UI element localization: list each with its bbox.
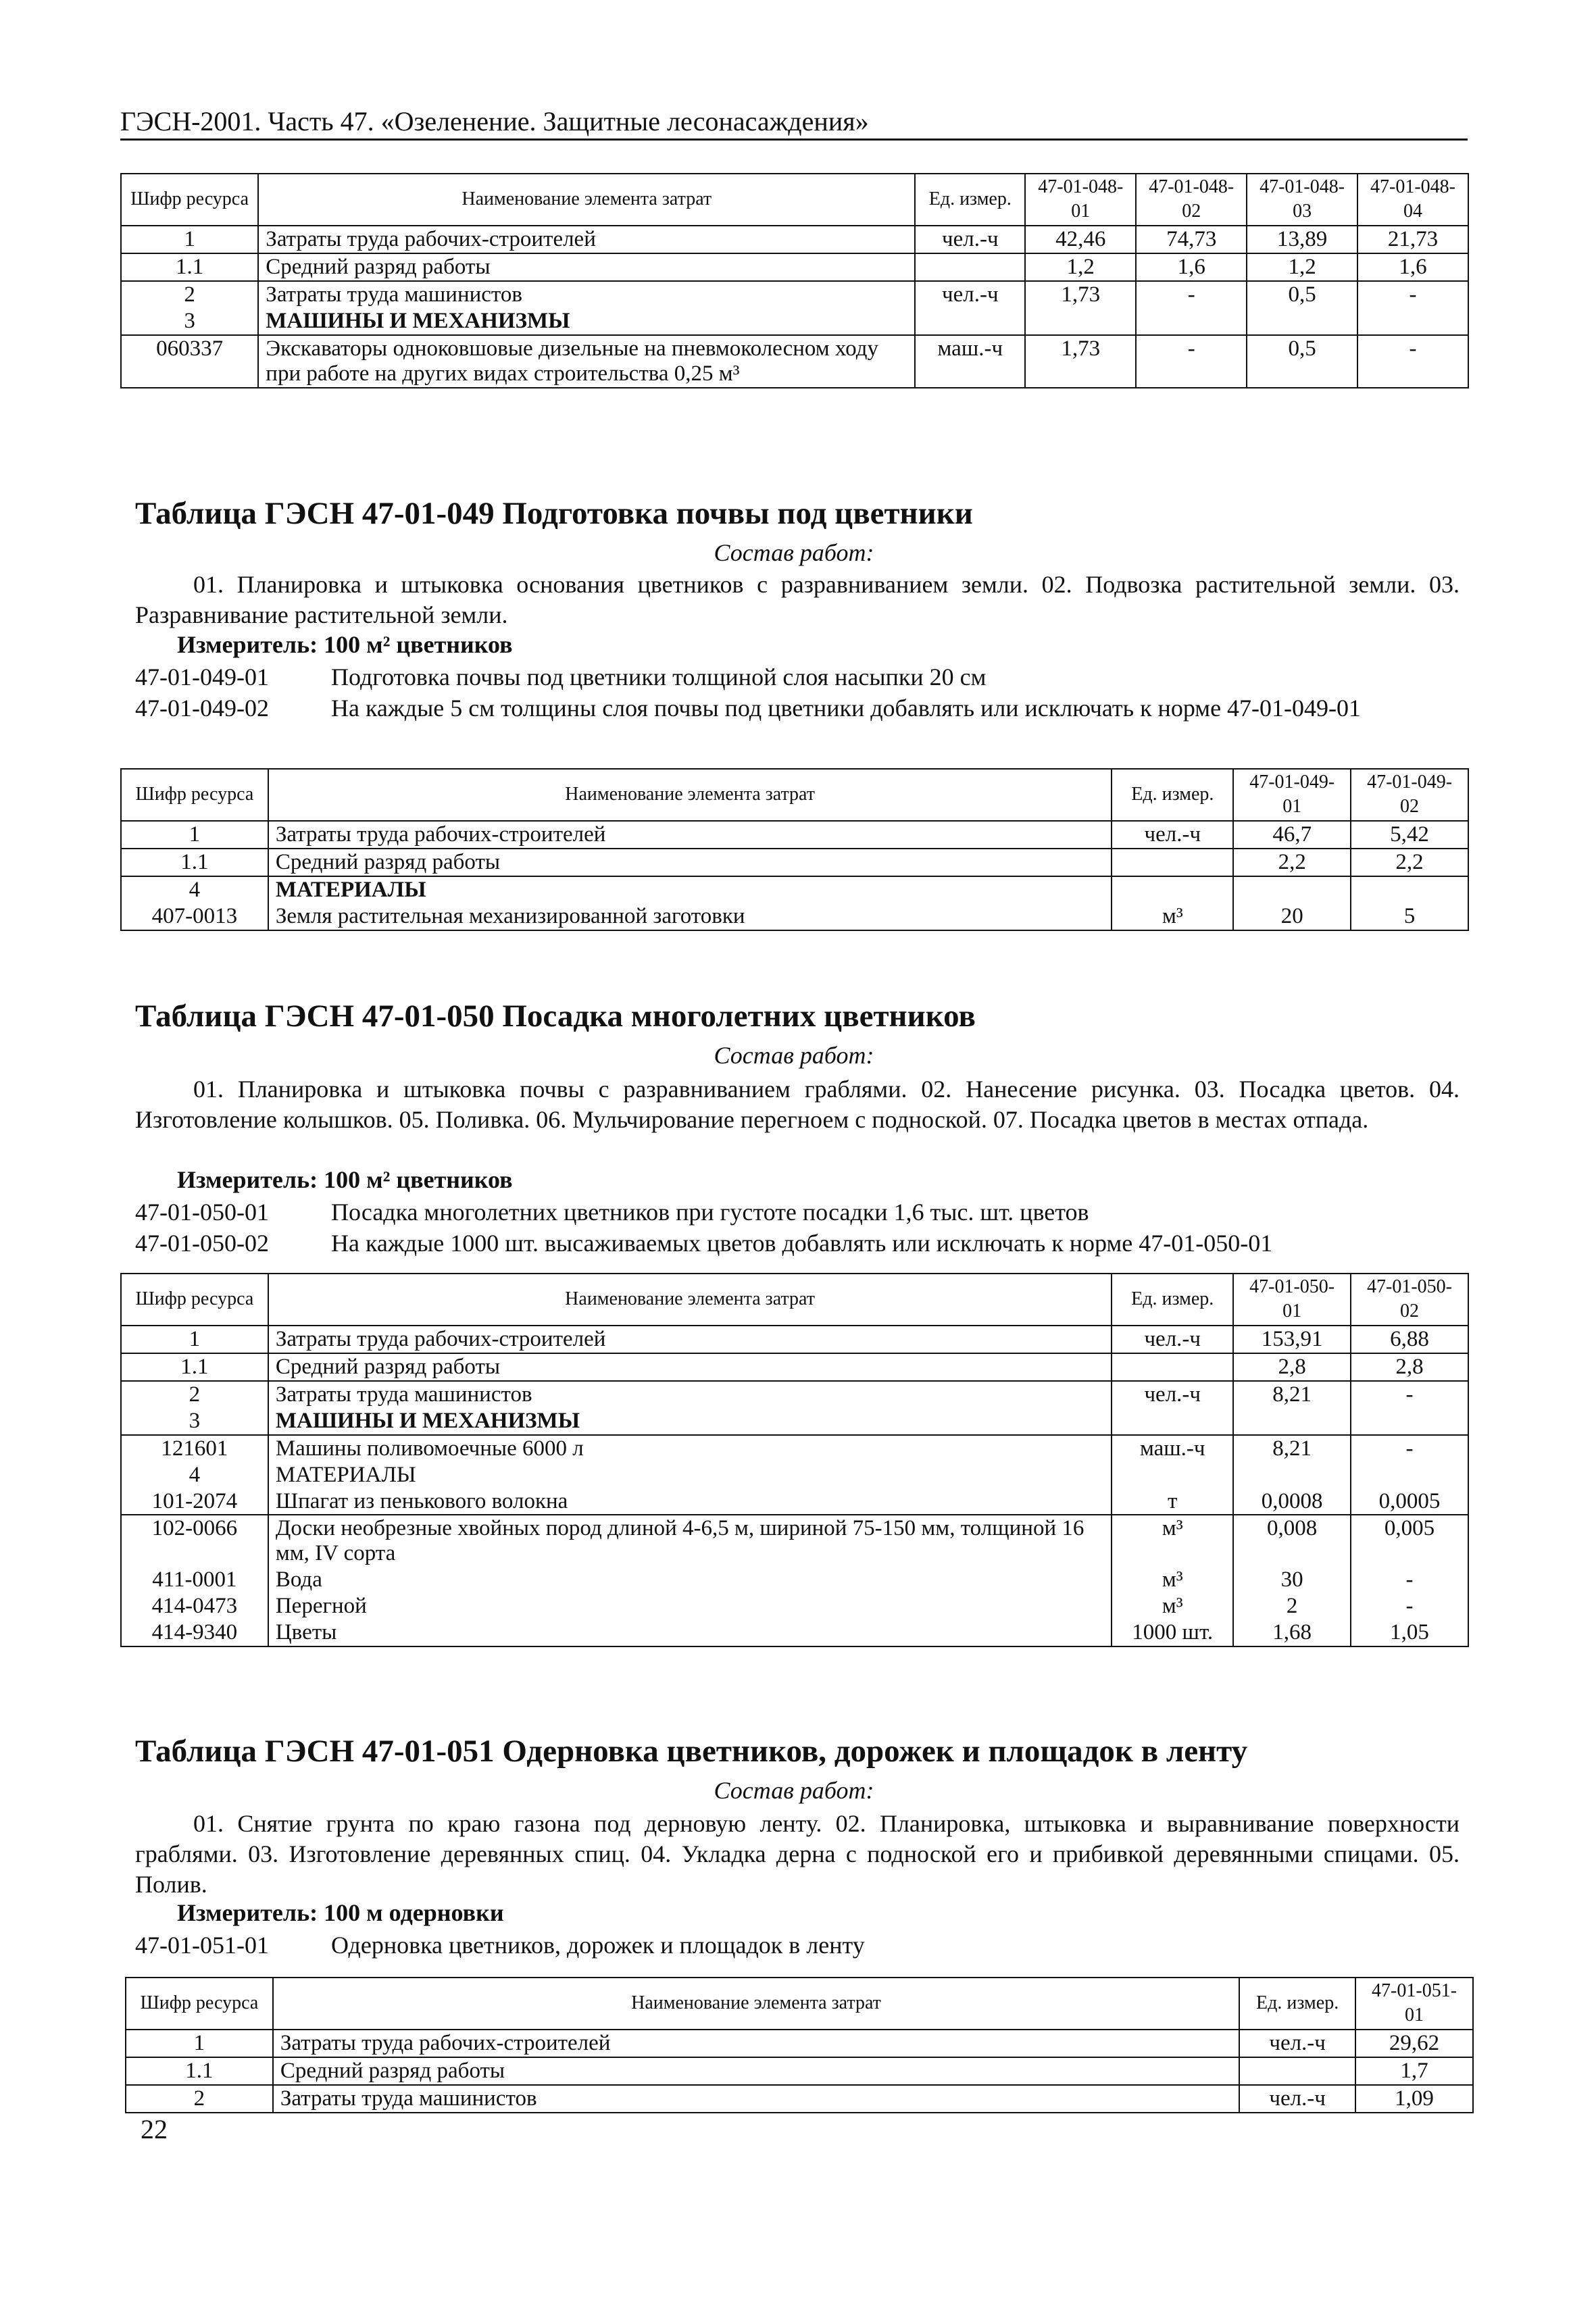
unit-of-measure: маш.-ч [1112, 1435, 1233, 1462]
column-header-unit: Ед. измер. [1112, 1274, 1233, 1326]
measure-unit: Измеритель: 100 м² цветников [177, 631, 513, 658]
resource-code: 4 [121, 876, 268, 903]
norm-value [1351, 1462, 1468, 1488]
cost-element-name: Средний разряд работы [258, 253, 915, 281]
page-number: 22 [141, 2114, 168, 2144]
norm-code: 47-01-050-01 [135, 1199, 269, 1226]
column-header-norm: 47-01-048-03 [1247, 174, 1357, 226]
cost-table-049 [120, 768, 1469, 931]
column-header-unit: Ед. измер. [1112, 769, 1233, 821]
norm-value: 1,73 [1025, 335, 1136, 388]
column-header-norm: 47-01-050-01 [1233, 1274, 1351, 1326]
column-header-name: Наименование элемента затрат [273, 1978, 1239, 2030]
table-row [121, 281, 1468, 308]
norm-text: Подготовка почвы под цветники толщиной слоя насыпки 20 см [331, 663, 987, 690]
unit-of-measure: м³ [1112, 1515, 1233, 1567]
cost-element-name: Перегной [268, 1593, 1112, 1619]
norm-value [1351, 1408, 1468, 1435]
norm-value: 8,21 [1233, 1381, 1351, 1408]
running-header: ГЭСН-2001. Часть 47. «Озеленение. Защитные лесонасаждения» [120, 105, 1468, 141]
norm-value: - [1351, 1593, 1468, 1619]
resource-code: 1.1 [121, 253, 258, 281]
table-row [121, 308, 1468, 335]
norm-value: 13,89 [1247, 226, 1357, 253]
table-row [121, 1462, 1468, 1488]
table-row [121, 876, 1468, 903]
work-composition-text: 01. Снятие грунта по краю газона под дерновую ленту. 02. Планировка, штыковка и выравнивание поверхности граблями. 03. Изготовление деревянных спиц. 04. Укладка дерна с подноской его и прибивкой деревянными спицами. 05. Полив. [135, 1810, 1460, 1898]
resource-code: 2 [126, 2085, 273, 2113]
cost-element-name: Доски необрезные хвойных пород длиной 4-6,5 м, шириной 75-150 мм, толщиной 16 мм, IV сорта [268, 1515, 1112, 1567]
table-row [121, 1381, 1468, 1408]
table-row [121, 903, 1468, 930]
unit-of-measure: 1000 шт. [1112, 1619, 1233, 1646]
cost-element-name: Средний разряд работы [268, 849, 1112, 876]
cost-element-name: Затраты труда рабочих-строителей [268, 821, 1112, 849]
column-header-norm: 47-01-051-01 [1355, 1978, 1473, 2030]
norm-code: 47-01-049-02 [135, 695, 269, 722]
cost-element-name: Затраты труда рабочих-строителей [258, 226, 915, 253]
work-composition-text: 01. Планировка и штыковка почвы с разравниванием граблями. 02. Нанесение рисунка. 03. Посадка цветов. 04. Изготовление колышков. 05. Поливка. 06. Мульчирование перегноем с подноской. 07. Посадка цветов в местах отпада. [135, 1076, 1460, 1133]
norm-value: 1,73 [1025, 281, 1136, 308]
cost-table-048 [120, 173, 1469, 388]
cost-element-name: Затраты труда рабочих-строителей [268, 1326, 1112, 1353]
norm-value: 0,5 [1247, 281, 1357, 308]
norm-code: 47-01-051-01 [135, 1932, 269, 1959]
norm-text: Одерновка цветников, дорожек и площадок в ленту [331, 1932, 865, 1959]
norm-value: - [1357, 281, 1468, 308]
work-composition-label: Состав работ: [714, 539, 874, 566]
table-row [121, 1353, 1468, 1381]
unit-of-measure [1112, 849, 1233, 876]
norm-value: 153,91 [1233, 1326, 1351, 1353]
resource-code: 4 [121, 1462, 268, 1488]
resource-code: 1.1 [121, 1353, 268, 1381]
cost-element-name: МАТЕРИАЛЫ [268, 1462, 1112, 1488]
norm-value: 74,73 [1136, 226, 1247, 253]
cost-element-name: Экскаваторы одноковшовые дизельные на пневмоколесном ходу при работе на других видах строительства 0,25 м³ [258, 335, 915, 388]
resource-code: 411-0001 [121, 1567, 268, 1593]
table-row [121, 226, 1468, 253]
cost-element-name: МАШИНЫ И МЕХАНИЗМЫ [268, 1408, 1112, 1435]
resource-code: 1.1 [126, 2057, 273, 2085]
table-row [121, 335, 1468, 388]
norm-value: - [1351, 1435, 1468, 1462]
norm-value: 1,05 [1351, 1619, 1468, 1646]
column-header-code: Шифр ресурса [126, 1978, 273, 2030]
unit-of-measure [915, 253, 1025, 281]
unit-of-measure: м³ [1112, 903, 1233, 930]
norm-value [1233, 1462, 1351, 1488]
table-row [121, 1488, 1468, 1515]
norm-value: 0,005 [1351, 1515, 1468, 1567]
cost-element-name: МАТЕРИАЛЫ [268, 876, 1112, 903]
norm-value: - [1136, 335, 1247, 388]
norm-value [1351, 876, 1468, 903]
cost-element-name: Средний разряд работы [268, 1353, 1112, 1381]
cost-element-name: Вода [268, 1567, 1112, 1593]
resource-code: 414-0473 [121, 1593, 268, 1619]
norm-value: 1,6 [1136, 253, 1247, 281]
table-row [121, 1593, 1468, 1619]
norm-code: 47-01-050-02 [135, 1230, 269, 1257]
norm-value [1233, 876, 1351, 903]
table-row [121, 253, 1468, 281]
column-header-norm: 47-01-048-04 [1357, 174, 1468, 226]
norm-text: На каждые 1000 шт. высаживаемых цветов добавлять или исключать к норме 47-01-050-01 [331, 1230, 1273, 1257]
unit-of-measure: м³ [1112, 1593, 1233, 1619]
cost-element-name: МАШИНЫ И МЕХАНИЗМЫ [258, 308, 915, 335]
norm-value: 2,2 [1233, 849, 1351, 876]
table-row [121, 1567, 1468, 1593]
norm-value: 0,0005 [1351, 1488, 1468, 1515]
norm-value: 1,6 [1357, 253, 1468, 281]
norm-line [135, 662, 1460, 693]
table-row [126, 2085, 1473, 2113]
unit-of-measure: чел.-ч [1112, 821, 1233, 849]
norm-value [1247, 308, 1357, 335]
unit-of-measure: маш.-ч [915, 335, 1025, 388]
norm-line [135, 1228, 1460, 1259]
resource-code: 1.1 [121, 849, 268, 876]
norm-value: 42,46 [1025, 226, 1136, 253]
table-row [121, 1435, 1468, 1462]
resource-code: 1 [121, 1326, 268, 1353]
work-composition-label: Состав работ: [714, 1777, 874, 1804]
norm-line [135, 1197, 1460, 1228]
column-header-name: Наименование элемента затрат [268, 1274, 1112, 1326]
cost-element-name: Шпагат из пенькового волокна [268, 1488, 1112, 1515]
norm-value: 1,7 [1355, 2057, 1473, 2085]
resource-code: 407-0013 [121, 903, 268, 930]
unit-of-measure [1112, 1353, 1233, 1381]
norm-value: 0,0008 [1233, 1488, 1351, 1515]
norm-value: - [1351, 1567, 1468, 1593]
section-title-049: Таблица ГЭСН 47-01-049 Подготовка почвы под цветники [135, 496, 973, 531]
norm-value: 1,2 [1025, 253, 1136, 281]
section-title-051: Таблица ГЭСН 47-01-051 Одерновка цветников, дорожек и площадок в ленту [135, 1734, 1248, 1769]
norm-text: Посадка многолетних цветников при густоте посадки 1,6 тыс. шт. цветов [331, 1199, 1089, 1226]
norm-value: 2,8 [1351, 1353, 1468, 1381]
resource-code: 102-0066 [121, 1515, 268, 1567]
resource-code: 121601 [121, 1435, 268, 1462]
work-composition-label: Состав работ: [714, 1042, 874, 1069]
resource-code: 414-9340 [121, 1619, 268, 1646]
norm-value: 46,7 [1233, 821, 1351, 849]
unit-of-measure [1239, 2057, 1355, 2085]
table-row [126, 2057, 1473, 2085]
unit-of-measure: м³ [1112, 1567, 1233, 1593]
norm-line [135, 1930, 1460, 1961]
norm-text: На каждые 5 см толщины слоя почвы под цветники добавлять или исключать к норме 47-01-049-01 [331, 695, 1362, 722]
unit-of-measure [1112, 876, 1233, 903]
table-row [121, 1515, 1468, 1567]
resource-code: 1 [121, 821, 268, 849]
norm-value: 20 [1233, 903, 1351, 930]
norm-value: 1,2 [1247, 253, 1357, 281]
column-header-name: Наименование элемента затрат [258, 174, 915, 226]
table-row [126, 2030, 1473, 2057]
unit-of-measure [1112, 1408, 1233, 1435]
unit-of-measure: чел.-ч [915, 281, 1025, 308]
resource-code: 2 [121, 1381, 268, 1408]
measure-unit: Измеритель: 100 м² цветников [177, 1166, 513, 1193]
norm-value: 1,68 [1233, 1619, 1351, 1646]
unit-of-measure: чел.-ч [1112, 1381, 1233, 1408]
column-header-unit: Ед. измер. [1239, 1978, 1355, 2030]
norm-value: 5 [1351, 903, 1468, 930]
cost-table-051 [125, 1977, 1474, 2113]
resource-code: 2 [121, 281, 258, 308]
norm-line [135, 693, 1460, 754]
resource-code: 060337 [121, 335, 258, 388]
resource-code: 101-2074 [121, 1488, 268, 1515]
table-row [121, 821, 1468, 849]
resource-code: 1 [121, 226, 258, 253]
norm-value: - [1136, 281, 1247, 308]
norm-value: 6,88 [1351, 1326, 1468, 1353]
column-header-norm: 47-01-049-02 [1351, 769, 1468, 821]
table-row [121, 1619, 1468, 1646]
cost-element-name: Цветы [268, 1619, 1112, 1646]
norm-value [1136, 308, 1247, 335]
table-row [121, 849, 1468, 876]
norm-value: 2,2 [1351, 849, 1468, 876]
norm-value: 29,62 [1355, 2030, 1473, 2057]
norm-value: - [1357, 335, 1468, 388]
unit-of-measure: чел.-ч [1239, 2030, 1355, 2057]
cost-element-name: Затраты труда машинистов [273, 2085, 1239, 2113]
norm-value: - [1351, 1381, 1468, 1408]
norm-value: 8,21 [1233, 1435, 1351, 1462]
norm-value: 1,09 [1355, 2085, 1473, 2113]
cost-table-050 [120, 1273, 1469, 1647]
column-header-code: Шифр ресурса [121, 174, 258, 226]
cost-element-name: Затраты труда рабочих-строителей [273, 2030, 1239, 2057]
norm-value: 0,008 [1233, 1515, 1351, 1567]
norm-value: 30 [1233, 1567, 1351, 1593]
norm-value: 2,8 [1233, 1353, 1351, 1381]
table-row [121, 1326, 1468, 1353]
norm-value [1233, 1408, 1351, 1435]
norm-value: 21,73 [1357, 226, 1468, 253]
resource-code: 1 [126, 2030, 273, 2057]
cost-element-name: Земля растительная механизированной заготовки [268, 903, 1112, 930]
column-header-norm: 47-01-048-02 [1136, 174, 1247, 226]
unit-of-measure [915, 308, 1025, 335]
cost-element-name: Затраты труда машинистов [268, 1381, 1112, 1408]
measure-unit: Измеритель: 100 м одерновки [177, 1899, 504, 1926]
unit-of-measure: чел.-ч [915, 226, 1025, 253]
cost-element-name: Затраты труда машинистов [258, 281, 915, 308]
table-row [121, 1408, 1468, 1435]
resource-code: 3 [121, 1408, 268, 1435]
norm-value: 2 [1233, 1593, 1351, 1619]
column-header-norm: 47-01-050-02 [1351, 1274, 1468, 1326]
column-header-norm: 47-01-049-01 [1233, 769, 1351, 821]
column-header-norm: 47-01-048-01 [1025, 174, 1136, 226]
column-header-code: Шифр ресурса [121, 769, 268, 821]
norm-value [1357, 308, 1468, 335]
column-header-name: Наименование элемента затрат [268, 769, 1112, 821]
unit-of-measure: т [1112, 1488, 1233, 1515]
norm-value: 0,5 [1247, 335, 1357, 388]
resource-code: 3 [121, 308, 258, 335]
unit-of-measure: чел.-ч [1239, 2085, 1355, 2113]
section-title-050: Таблица ГЭСН 47-01-050 Посадка многолетних цветников [135, 999, 976, 1034]
unit-of-measure [1112, 1462, 1233, 1488]
norm-value: 5,42 [1351, 821, 1468, 849]
cost-element-name: Машины поливомоечные 6000 л [268, 1435, 1112, 1462]
work-composition-text: 01. Планировка и штыковка основания цветников с разравниванием земли. 02. Подвозка растительной земли. 03. Разравнивание растительной земли. [135, 571, 1460, 628]
norm-value [1025, 308, 1136, 335]
column-header-unit: Ед. измер. [915, 174, 1025, 226]
column-header-code: Шифр ресурса [121, 1274, 268, 1326]
norm-code: 47-01-049-01 [135, 663, 269, 690]
unit-of-measure: чел.-ч [1112, 1326, 1233, 1353]
cost-element-name: Средний разряд работы [273, 2057, 1239, 2085]
